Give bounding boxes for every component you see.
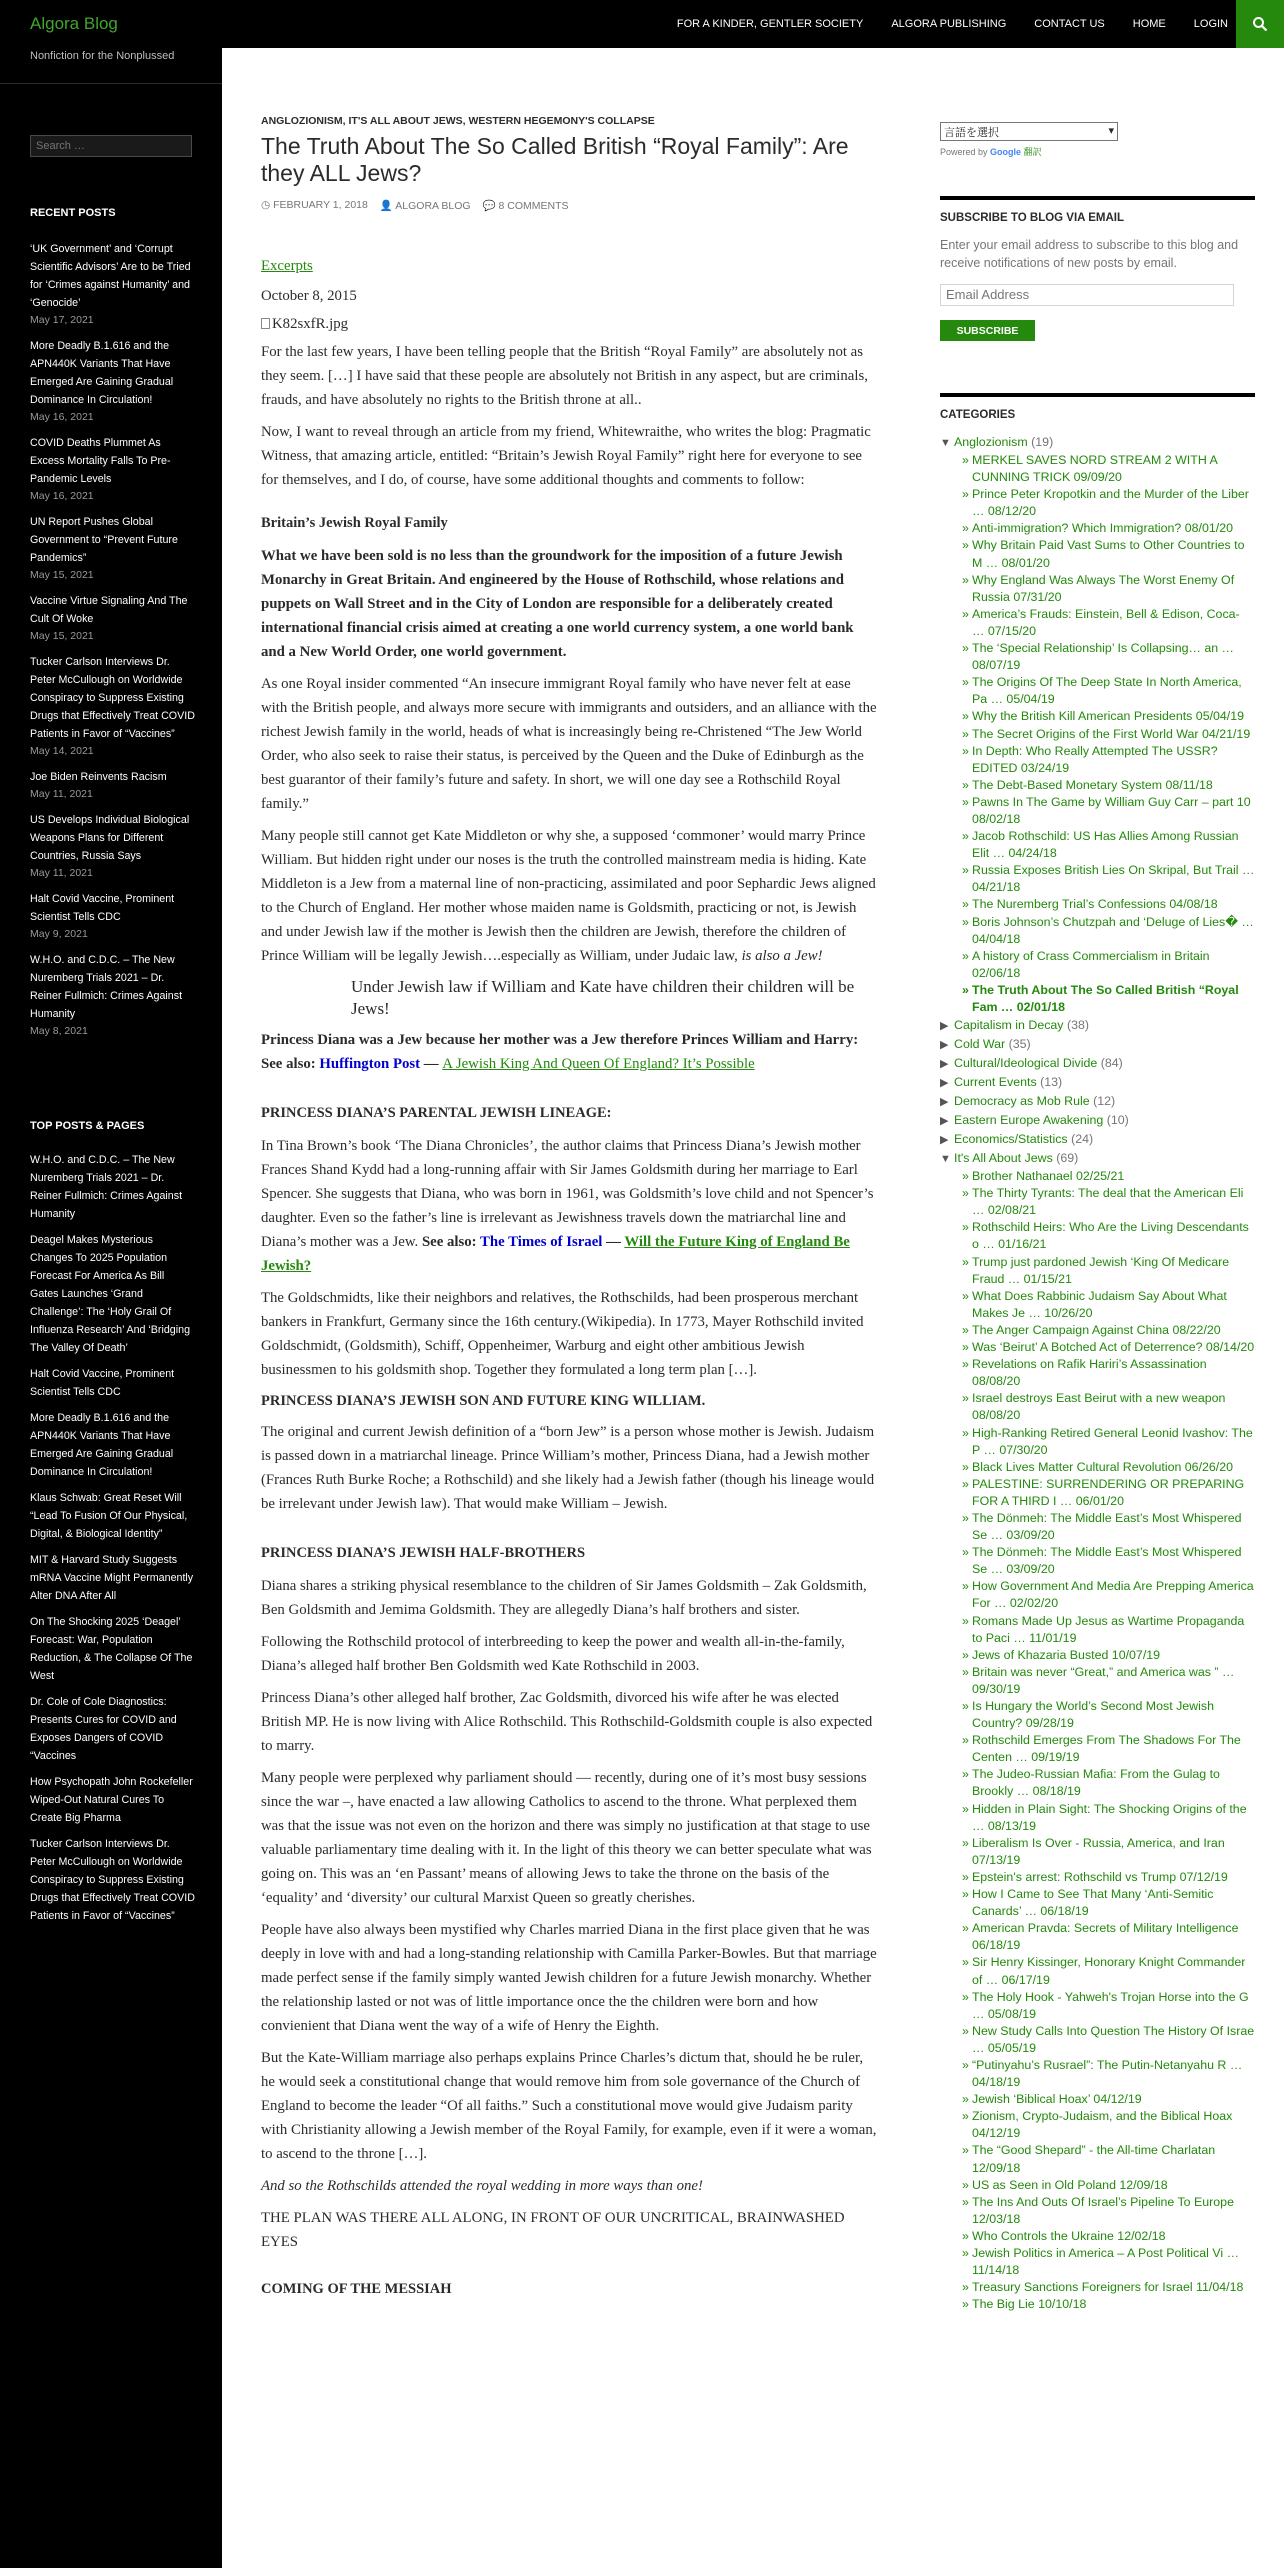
category-post-link[interactable]: » The “Good Shepard” - the All-time Charlatan 12/09/18 [962, 2142, 1255, 2176]
category-post-link[interactable]: » Jewish ‘Biblical Hoax’ 04/12/19 [962, 2091, 1255, 2108]
section-heading: PRINCESS DIANA’S JEWISH SON AND FUTURE KING WILLIAM. [261, 1393, 706, 1409]
powered-by-google: Powered by Google 翻訳 [940, 147, 1042, 157]
top-post-link[interactable]: Dr. Cole of Cole Diagnostics: Presents Cures for COVID and Exposes Dangers of COVID “Vaccines [30, 1696, 177, 1762]
nav-item[interactable]: LOGIN [1193, 18, 1228, 30]
post-author[interactable]: 👤 ALGORA BLOG [379, 200, 471, 212]
category-post-link[interactable]: » Why England Was Always The Worst Enemy Of Russia 07/31/20 [962, 572, 1255, 606]
top-post-link[interactable]: How Psychopath John Rockefeller Wiped-Out Natural Cures To Create Big Pharma [30, 1776, 193, 1824]
category-post-link[interactable]: » New Study Calls Into Question The History Of Israe … 05/05/19 [962, 2023, 1255, 2057]
nav-item[interactable]: CONTACT US [1034, 18, 1105, 30]
category-post-link[interactable]: » Revelations on Rafik Hariri’s Assassination 08/08/20 [962, 1356, 1255, 1390]
jewish-king-link[interactable]: A Jewish King And Queen Of England? It’s Possible [442, 1056, 755, 1072]
paragraph: But the Kate-William marriage also perhaps explains Prince Charles’s dictum that, should he be ruler, he would seek a constitutional change that would remove him from sole governance of the Church of England to become the leader “Of all faiths.” Such a constitutional move would give Judaism parity with Christianity allowing a Jewish member of the Royal Family, for example, even if it were a woman, to ascend to the throne […]. [261, 2050, 877, 2162]
search-icon [1252, 16, 1268, 32]
pull-quote: Under Jewish law if William and Kate have children their children will be Jews! [351, 977, 855, 1018]
category-post-link[interactable]: » Russia Exposes British Lies On Skripal, But Trail … 04/21/18 [962, 862, 1255, 896]
broken-image: K82sxfR.jpg [261, 312, 877, 336]
category-post-link[interactable]: » Anti-immigration? Which Immigration? 08/01/20 [962, 520, 1255, 537]
future-king-link[interactable]: Will the Future King of England Be Jewish? [261, 1234, 850, 1274]
post-comments[interactable]: 💬 8 COMMENTS [482, 200, 569, 212]
category-posts [940, 1168, 1255, 2313]
category-post-link[interactable]: » US as Seen in Old Poland 12/09/18 [962, 2177, 1255, 2194]
category-post-link[interactable]: » Rothschild Heirs: Who Are the Living Descendants o … 01/16/21 [962, 1219, 1255, 1253]
category-count: (84) [1100, 1056, 1123, 1071]
category-post-link[interactable]: » The ‘Special Relationship’ Is Collapsing… an … 08/07/19 [962, 640, 1255, 674]
category-post-link[interactable]: » What Does Rabbinic Judaism Say About What Makes Je … 10/26/20 [962, 1288, 1255, 1322]
category-item [940, 433, 1255, 452]
post-categories[interactable]: ANGLOZIONISM, IT'S ALL ABOUT JEWS, WESTERN HEGEMONY'S COLLAPSE [261, 115, 655, 127]
post-title: The Truth About The So Called British “Royal Family”: Are they ALL Jews? [261, 133, 849, 186]
recent-post-link[interactable]: US Develops Individual Biological Weapons Plans for Different Countries, Russia Says [30, 814, 190, 862]
post-meta [261, 199, 877, 212]
paragraph: Now, I want to reveal through an article from my friend, Whitewraithe, who writes the blog: Pragmatic Witness, that amazing article, entitled: “Britain’s Jewish Royal Family” right here for everyone to see for themselves, and I do, of course, have some additional thoughts and comments to follow: [261, 424, 871, 488]
category-count: (24) [1071, 1132, 1094, 1147]
category-count: (69) [1056, 1151, 1079, 1166]
category-post-link[interactable]: » MERKEL SAVES NORD STREAM 2 WITH A CUNNING TRICK 09/09/20 [962, 452, 1255, 486]
post-date[interactable]: ◷ FEBRUARY 1, 2018 [261, 199, 368, 211]
top-navigation-bar [0, 0, 1284, 48]
triangle-right-icon[interactable]: ▶ [940, 1134, 949, 1147]
category-item [940, 1130, 1255, 1149]
language-select[interactable]: 言語を選択 ▾ [940, 122, 1118, 141]
paragraph: Princess Diana’s other alleged half brother, Zac Goldsmith, divorced his wife after he was elected British MP. He is now living with Alice Rothschild. This Rothschild-Goldsmith couple is also expected to marry. [261, 1690, 873, 1754]
search-input[interactable] [30, 135, 192, 157]
triangle-down-icon[interactable]: ▼ [940, 1153, 951, 1166]
top-post-link[interactable]: W.H.O. and C.D.C. – The New Nuremberg Trials 2021 – Dr. Reiner Fullmich: Crimes Against Humanity [30, 1154, 183, 1220]
recent-post-date: May 16, 2021 [30, 490, 94, 502]
top-post-link[interactable]: Tucker Carlson Interviews Dr. Peter McCullough on Worldwide Conspiracy to Suppress Existing Drugs that Effectively Treat COVID Patients in Favor of “Vaccines” [30, 1838, 195, 1922]
top-post-item [30, 1409, 195, 1481]
category-post-link[interactable]: » Jews of Khazaria Busted 10/07/19 [962, 1647, 1255, 1664]
broken-image-icon [261, 318, 270, 329]
triangle-right-icon[interactable]: ▶ [940, 1096, 949, 1109]
category-link[interactable]: Capitalism in Decay [954, 1018, 1064, 1033]
top-post-item [30, 1835, 195, 1925]
paragraph: What we have been sold is no less than the groundwork for the imposition of a future Jewish Monarchy in Great Britain. And engineered by the House of Rothschild, whose relations and puppets on Wall Street and in the City of London are responsible for a deliberately created international financial crisis aimed at creating a one world currency system, a one world bank and a New World Order, one world government. [261, 548, 854, 660]
triangle-right-icon[interactable]: ▶ [940, 1115, 949, 1128]
paragraph: As one Royal insider commented “An insecure immigrant Royal family who have never felt at ease with the British people, and always more secure with immigrants and outsiders, and an alliance with the richest Jewish family in the world, heads of what is increasingly being re-Christened “The Jew World Order, who also seek to raise their status, is perceived by the Queen and the Duke of Edinburgh as the best guarantor of their family’s future and safety. In short, we will one day see a Rothschild Royal family.” [261, 676, 877, 812]
main-content [261, 115, 877, 2310]
category-link[interactable]: Economics/Statistics [954, 1132, 1068, 1147]
category-post-link[interactable]: » The Dönmeh: The Middle East’s Most Whispered Se … 03/09/20 [962, 1544, 1255, 1578]
nav-item[interactable]: ALGORA PUBLISHING [891, 18, 1007, 30]
categories-list [940, 433, 1255, 2313]
category-post-link[interactable]: » American Pravda: Secrets of Military Intelligence 06/18/19 [962, 1920, 1255, 1954]
category-post-link[interactable]: » The Secret Origins of the First World War 04/21/19 [962, 726, 1255, 743]
category-post-link[interactable]: » In Depth: Who Really Attempted The USSR? EDITED 03/24/19 [962, 743, 1255, 777]
category-post-link[interactable]: » The Holy Hook - Yahweh's Trojan Horse into the G … 05/08/19 [962, 1989, 1255, 2023]
category-post-link[interactable]: » Israel destroys East Beirut with a new weapon 08/08/20 [962, 1390, 1255, 1424]
subscribe-description: Enter your email address to subscribe to this blog and receive notifications of new posts by email. [940, 238, 1239, 270]
paragraph: The Goldschmidts, like their neighbors and relatives, the Rothschilds, had been prosperous merchant bankers in Frankfurt, Germany since the 16th century.(Wikipedia). In 1773, Mayer Rothschild invited Goldschmidt, (Goldsmith), Schiff, Oppenheimer, Warburg and eight other ambitious Jewish businessmen to his goldsmith shop. Together they formulated a long term plan […]. [261, 1290, 864, 1378]
top-post-item [30, 1151, 195, 1223]
recent-post-item [30, 592, 195, 644]
excerpts-link[interactable]: Excerpts [261, 258, 313, 274]
primary-menu [677, 0, 1228, 48]
recent-post-link[interactable]: Vaccine Virtue Signaling And The Cult Of Woke [30, 595, 188, 625]
category-post-link[interactable]: » The Ins And Outs Of Israel’s Pipeline To Europe 12/03/18 [962, 2194, 1255, 2228]
category-post-link[interactable]: » Romans Made Up Jesus as Wartime Propaganda to Paci … 11/01/19 [962, 1613, 1255, 1647]
section-heading: Britain’s Jewish Royal Family [261, 515, 448, 531]
category-post-link[interactable]: » Is Hungary the World’s Second Most Jewish Country? 09/28/19 [962, 1698, 1255, 1732]
triangle-right-icon[interactable]: ▶ [940, 1020, 949, 1033]
category-count: (12) [1093, 1094, 1116, 1109]
section-heading: COMING OF THE MESSIAH [261, 2281, 452, 2297]
category-item [940, 1035, 1255, 1054]
category-post-link[interactable]: » Treasury Sanctions Foreigners for Israel 11/04/18 [962, 2279, 1255, 2296]
paragraph: THE PLAN WAS THERE ALL ALONG, IN FRONT OF OUR UNCRITICAL, BRAINWASHED EYES [261, 2210, 845, 2250]
category-post-link[interactable]: » Why the British Kill American Presidents 05/04/19 [962, 708, 1255, 725]
category-post-link[interactable]: » Jewish Politics in America – A Post Political Vi … 11/14/18 [962, 2245, 1255, 2279]
paragraph: People have also always been mystified why Charles married Diana in the first place given that he was deeply in love with and had a long-standing relationship with Camilla Parker-Bowles. But that marriage made perfect sense if the family simply wanted Jewish children for a future Jewish monarchy. Whether the relationship lasted or not was of little importance once the the children were born and how convienient that Diana went the way of a wife of Henry the Eighth. [261, 1922, 877, 2034]
paragraph: For the last few years, I have been telling people that the British “Royal Family” are absolutely not as they seem. […] I have said that these people are absolutely not British in any aspect, but are criminals, frauds, and have absolutely no rights to the British throne at all.. [261, 344, 868, 408]
paragraph: Following the Rothschild protocol of interbreeding to keep the power and wealth all-in-the-family, Diana’s alleged half brother Ben Goldsmith wed Kate Rothschild in 2003. [261, 1634, 845, 1674]
clock-icon: ◷ [261, 199, 274, 211]
category-item [940, 1149, 1255, 1168]
paragraph: The original and current Jewish definition of a “born Jew” is a person whose mother is Jewish. Judaism is passed down in a matriarchal lineage. Prince William’s mother, Princess Diana, had a Jewish mother (Frances Ruth Burke Roche; a Rothschild) and she likely had a Jewish father (though his lineage would be irrelevant under Jewish law). That would make William – Jewish. [261, 1424, 875, 1512]
recent-post-date: May 14, 2021 [30, 745, 94, 757]
category-count: (10) [1106, 1113, 1129, 1128]
top-post-item [30, 1365, 195, 1401]
category-item [940, 1054, 1255, 1073]
subscribe-button[interactable]: SUBSCRIBE [940, 320, 1035, 341]
top-post-item [30, 1773, 195, 1827]
comment-icon: 💬 [482, 200, 499, 212]
category-link[interactable]: Democracy as Mob Rule [954, 1094, 1090, 1109]
recent-post-item [30, 768, 195, 802]
category-post-link[interactable]: » Liberalism Is Over - Russia, America, and Iran 07/13/19 [962, 1835, 1255, 1869]
category-item [940, 1016, 1255, 1035]
category-count: (19) [1031, 435, 1054, 449]
recent-post-item [30, 951, 195, 1039]
category-post-link[interactable]: » Trump just pardoned Jewish ‘King Of Medicare Fraud … 01/15/21 [962, 1254, 1255, 1288]
subscribe-heading: SUBSCRIBE TO BLOG VIA EMAIL [940, 196, 1255, 224]
site-title[interactable]: Algora Blog [30, 14, 118, 33]
category-post-link[interactable]: » The Debt-Based Monetary System 08/11/18 [962, 777, 1255, 794]
dateline: October 8, 2015 [261, 288, 357, 304]
top-post-item [30, 1551, 195, 1605]
recent-posts-list [30, 240, 195, 1048]
top-post-link[interactable]: More Deadly B.1.616 and the APN440K Variants That Have Emerged Are Gaining Gradual Dominance In Circulation! [30, 1412, 174, 1478]
category-item [940, 1092, 1255, 1111]
top-post-item [30, 1231, 195, 1357]
category-post-link[interactable]: » Black Lives Matter Cultural Revolution 06/26/20 [962, 1459, 1255, 1476]
huffington-post-link[interactable]: Huffington Post [319, 1056, 421, 1072]
category-link[interactable]: Cold War [954, 1037, 1006, 1052]
category-item [940, 1111, 1255, 1130]
category-post-link[interactable]: » America’s Frauds: Einstein, Bell & Edison, Coca- … 07/15/20 [962, 606, 1255, 640]
category-post-link[interactable]: » PALESTINE: SURRENDERING OR PREPARING FOR A THIRD I … 06/01/20 [962, 1476, 1255, 1510]
recent-post-date: May 15, 2021 [30, 630, 94, 642]
category-post-link[interactable]: » The Dönmeh: The Middle East’s Most Whispered Se … 03/09/20 [962, 1510, 1255, 1544]
recent-post-link[interactable]: Halt Covid Vaccine, Prominent Scientist Tells CDC [30, 893, 175, 923]
paragraph: Many people still cannot get Kate Middleton or why she, a supposed ‘commoner’ would marry Prince William. But hidden right under our noses is the truth the controlled mainstream media is hiding. Kate Middleton is a Jew from a maternal line of non-practicing, assimilated and poor Sephardic Jews aligned to the Church of England. Her mother whose maiden name is Goldsmith, practicing or not, is Jewish and under Jewish law if the mother is Jewish then the children are Jewish, therefore the children of Prince William will be legally Jewish….especially as William, under Judaic law, is also a Jew! [261, 828, 876, 964]
category-link[interactable]: Anglozionism [954, 435, 1028, 449]
recent-post-item [30, 811, 195, 881]
category-post-link[interactable]: » A history of Crass Commercialism in Britain 02/06/18 [962, 948, 1255, 982]
category-item [940, 1073, 1255, 1092]
recent-posts-heading: RECENT POSTS [30, 207, 116, 219]
post-body [261, 254, 877, 2300]
category-post-link[interactable]: » The Anger Campaign Against China 08/22/20 [962, 1322, 1255, 1339]
paragraph: And so the Rothschilds attended the royal wedding in more ways than one! [261, 2178, 703, 2194]
triangle-right-icon[interactable]: ▶ [940, 1058, 949, 1071]
category-post-link[interactable]: » The Big Lie 10/10/18 [962, 2296, 1255, 2313]
category-count: (38) [1066, 1018, 1089, 1033]
search-toggle-button[interactable] [1236, 0, 1284, 48]
top-posts-list [30, 1151, 195, 1933]
category-post-link[interactable]: » Sir Henry Kissinger, Honorary Knight Commander of … 06/17/19 [962, 1954, 1255, 1988]
category-post-link[interactable]: » Epstein's arrest: Rothschild vs Trump 07/12/19 [962, 1869, 1255, 1886]
category-post-link[interactable]: » Was ‘Beirut’ A Botched Act of Deterrence? 08/14/20 [962, 1339, 1255, 1356]
top-posts-heading: TOP POSTS & PAGES [30, 1120, 145, 1132]
categories-heading: CATEGORIES [940, 393, 1255, 421]
top-post-link[interactable]: Halt Covid Vaccine, Prominent Scientist Tells CDC [30, 1368, 175, 1398]
triangle-down-icon[interactable]: ▼ [940, 437, 951, 449]
email-field[interactable]: Email Address [940, 284, 1234, 306]
category-post-link[interactable]: » The Nuremberg Trial’s Confessions 04/08/18 [962, 896, 1255, 913]
recent-post-date: May 11, 2021 [30, 788, 93, 800]
nav-item[interactable]: FOR A KINDER, GENTLER SOCIETY [676, 18, 864, 30]
divider [0, 83, 222, 84]
paragraph: Diana shares a striking physical resemblance to the children of Sir James Goldsmith – Zak Goldsmith, Ben Goldsmith and Jemima Goldsmith. They are allegedly Diana’s half brothers and sister. [261, 1578, 867, 1618]
top-post-link[interactable]: Klaus Schwab: Great Reset Will “Lead To Fusion Of Our Physical, Digital, & Biological Identity” [30, 1492, 188, 1540]
paragraph: In Tina Brown’s book ‘The Diana Chronicles’, the author claims that Princess Diana’s Jewish mother Frances Shand Kydd had a long-running affair with Sir James Goldsmith during her marriage to Earl Spencer. She suggests that Diana, who was born in 1961, was Goldsmith’s love child and not Spencer’s daughter. Even so the father’s line is irrelevant as Jewishness travels down the matriarchal line and Diana’s mother was a Jew. See also: The Times of Israel — Will the Future King of England Be Jewish? [261, 1138, 874, 1274]
recent-post-date: May 9, 2021 [30, 928, 88, 940]
category-post-link[interactable]: » Zionism, Crypto-Judaism, and the Biblical Hoax 04/12/19 [962, 2108, 1255, 2142]
category-post-link[interactable]: » Boris Johnson’s Chutzpah and ‘Deluge of Lies� … 04/04/18 [962, 914, 1255, 948]
top-post-link[interactable]: On The Shocking 2025 ‘Deagel’ Forecast: War, Population Reduction, & The Collapse Of The West [30, 1616, 193, 1682]
category-post-link[interactable]: » “Putinyahu’s Rusrael”: The Putin-Netanyahu R … 04/18/19 [962, 2057, 1255, 2091]
category-post-link[interactable]: » Jacob Rothschild: US Has Allies Among Russian Elit … 04/24/18 [962, 828, 1255, 862]
category-post-link[interactable]: » Prince Peter Kropotkin and the Murder of the Liber … 08/12/20 [962, 486, 1255, 520]
category-link[interactable]: Eastern Europe Awakening [954, 1113, 1104, 1128]
recent-post-link[interactable]: ‘UK Government’ and ‘Corrupt Scientific Advisors’ Are to be Tried for ‘Crimes against Humanity’ and ‘Genocide’ [30, 243, 191, 309]
category-count: (13) [1040, 1075, 1063, 1090]
top-post-item [30, 1613, 195, 1685]
category-posts [940, 452, 1255, 1016]
category-post-link[interactable]: » Hidden in Plain Sight: The Shocking Origins of the … 08/13/19 [962, 1801, 1255, 1835]
recent-post-link[interactable]: W.H.O. and C.D.C. – The New Nuremberg Trials 2021 – Dr. Reiner Fullmich: Crimes Against Humanity [30, 954, 183, 1020]
category-post-link[interactable]: » High-Ranking Retired General Leonid Ivashov: The P … 07/30/20 [962, 1425, 1255, 1459]
paragraph: Princess Diana was a Jew because her mother was a Jew therefore Princes William and Harry: See also: Huffington Post — A Jewish King And Queen Of England? It’s Possible [261, 1032, 859, 1072]
recent-post-date: May 16, 2021 [30, 411, 94, 423]
category-post-link[interactable]: » The Truth About The So Called British “Royal Fam … 02/01/18 [962, 982, 1255, 1016]
section-heading: PRINCESS DIANA’S PARENTAL JEWISH LINEAGE: [261, 1105, 612, 1121]
category-post-link[interactable]: » How Government And Media Are Prepping America For … 02/02/20 [962, 1578, 1255, 1612]
category-post-link[interactable]: » The Origins Of The Deep State In North America, Pa … 05/04/19 [962, 674, 1255, 708]
chevron-down-icon: ▾ [1108, 125, 1114, 137]
site-tagline: Nonfiction for the Nonplussed [30, 50, 175, 62]
recent-post-item [30, 513, 195, 583]
recent-post-link[interactable]: COVID Deaths Plummet As Excess Mortality Falls To Pre-Pandemic Levels [30, 437, 171, 485]
category-post-link[interactable]: » Rothschild Emerges From The Shadows For The Centen … 09/19/19 [962, 1732, 1255, 1766]
recent-post-item [30, 653, 195, 759]
user-icon: 👤 [379, 200, 396, 212]
category-link[interactable]: Cultural/Ideological Divide [954, 1056, 1098, 1071]
recent-post-date: May 11, 2021 [30, 867, 93, 879]
category-link[interactable]: It's All About Jews [954, 1151, 1053, 1166]
section-heading: PRINCESS DIANA’S JEWISH HALF-BROTHERS [261, 1545, 586, 1561]
recent-post-link[interactable]: Joe Biden Reinvents Racism [30, 771, 167, 783]
nav-item[interactable]: HOME [1132, 18, 1166, 30]
recent-post-link[interactable]: Tucker Carlson Interviews Dr. Peter McCullough on Worldwide Conspiracy to Suppress Existing Drugs that Effectively Treat COVID Patients in Favor of “Vaccines” [30, 656, 195, 740]
category-post-link[interactable]: » The Judeo-Russian Mafia: From the Gulag to Brookly … 08/18/19 [962, 1766, 1255, 1800]
right-sidebar [940, 122, 1255, 2313]
category-count: (35) [1008, 1037, 1031, 1052]
category-post-link[interactable]: » Brother Nathanael 02/25/21 [962, 1168, 1255, 1185]
recent-post-date: May 8, 2021 [30, 1025, 88, 1037]
recent-post-item [30, 337, 195, 425]
recent-post-link[interactable]: More Deadly B.1.616 and the APN440K Variants That Have Emerged Are Gaining Gradual Dominance In Circulation! [30, 340, 174, 406]
triangle-right-icon[interactable]: ▶ [940, 1039, 949, 1052]
top-post-link[interactable]: MIT & Harvard Study Suggests mRNA Vaccine Might Permanently Alter DNA After All [30, 1554, 194, 1602]
category-post-link[interactable]: » The Thirty Tyrants: The deal that the American Eli … 02/08/21 [962, 1185, 1255, 1219]
category-post-link[interactable]: » Why Britain Paid Vast Sums to Other Countries to M … 08/01/20 [962, 537, 1255, 571]
times-of-israel-link[interactable]: The Times of Israel [480, 1234, 603, 1250]
recent-post-item [30, 434, 195, 504]
category-post-link[interactable]: » How I Came to See That Many ‘Anti-Semitic Canards’ … 06/18/19 [962, 1886, 1255, 1920]
recent-post-date: May 15, 2021 [30, 569, 94, 581]
category-post-link[interactable]: » Britain was never “Great,” and America was ” … 09/30/19 [962, 1664, 1255, 1698]
category-link[interactable]: Current Events [954, 1075, 1037, 1090]
category-post-link[interactable]: » Pawns In The Game by William Guy Carr – part 10 08/02/18 [962, 794, 1255, 828]
top-post-item [30, 1693, 195, 1765]
recent-post-item [30, 240, 195, 328]
recent-post-item [30, 890, 195, 942]
paragraph: Many people were perplexed why parliament should — recently, during one of it’s most busy sessions since the war –, have enacted a law allowing Catholics to ascend to the throne. What perplexed them was that the issue was not even on the horizon and there was simply no justification at that stage to use valuable parliamentary time dealing with it. In the light of this theory we can better speculate what was going on. This was an ‘en Passant’ means of allowing Jews to take the throne on the basis of the ‘equality’ and ‘diversity’ our cultural Marxist Queen so greatly cherishes. [261, 1770, 872, 1906]
recent-post-date: May 17, 2021 [30, 314, 94, 326]
recent-post-link[interactable]: UN Report Pushes Global Government to “Prevent Future Pandemics” [30, 516, 178, 564]
triangle-right-icon[interactable]: ▶ [940, 1077, 949, 1090]
category-post-link[interactable]: » Who Controls the Ukraine 12/02/18 [962, 2228, 1255, 2245]
top-post-link[interactable]: Deagel Makes Mysterious Changes To 2025 Population Forecast For America As Bill Gates Launches ‘Grand Challenge’: The ‘Holy Grail Of Influenza Research’ And ‘Bridging The Valley Of Death’ [30, 1234, 191, 1354]
top-post-item [30, 1489, 195, 1543]
